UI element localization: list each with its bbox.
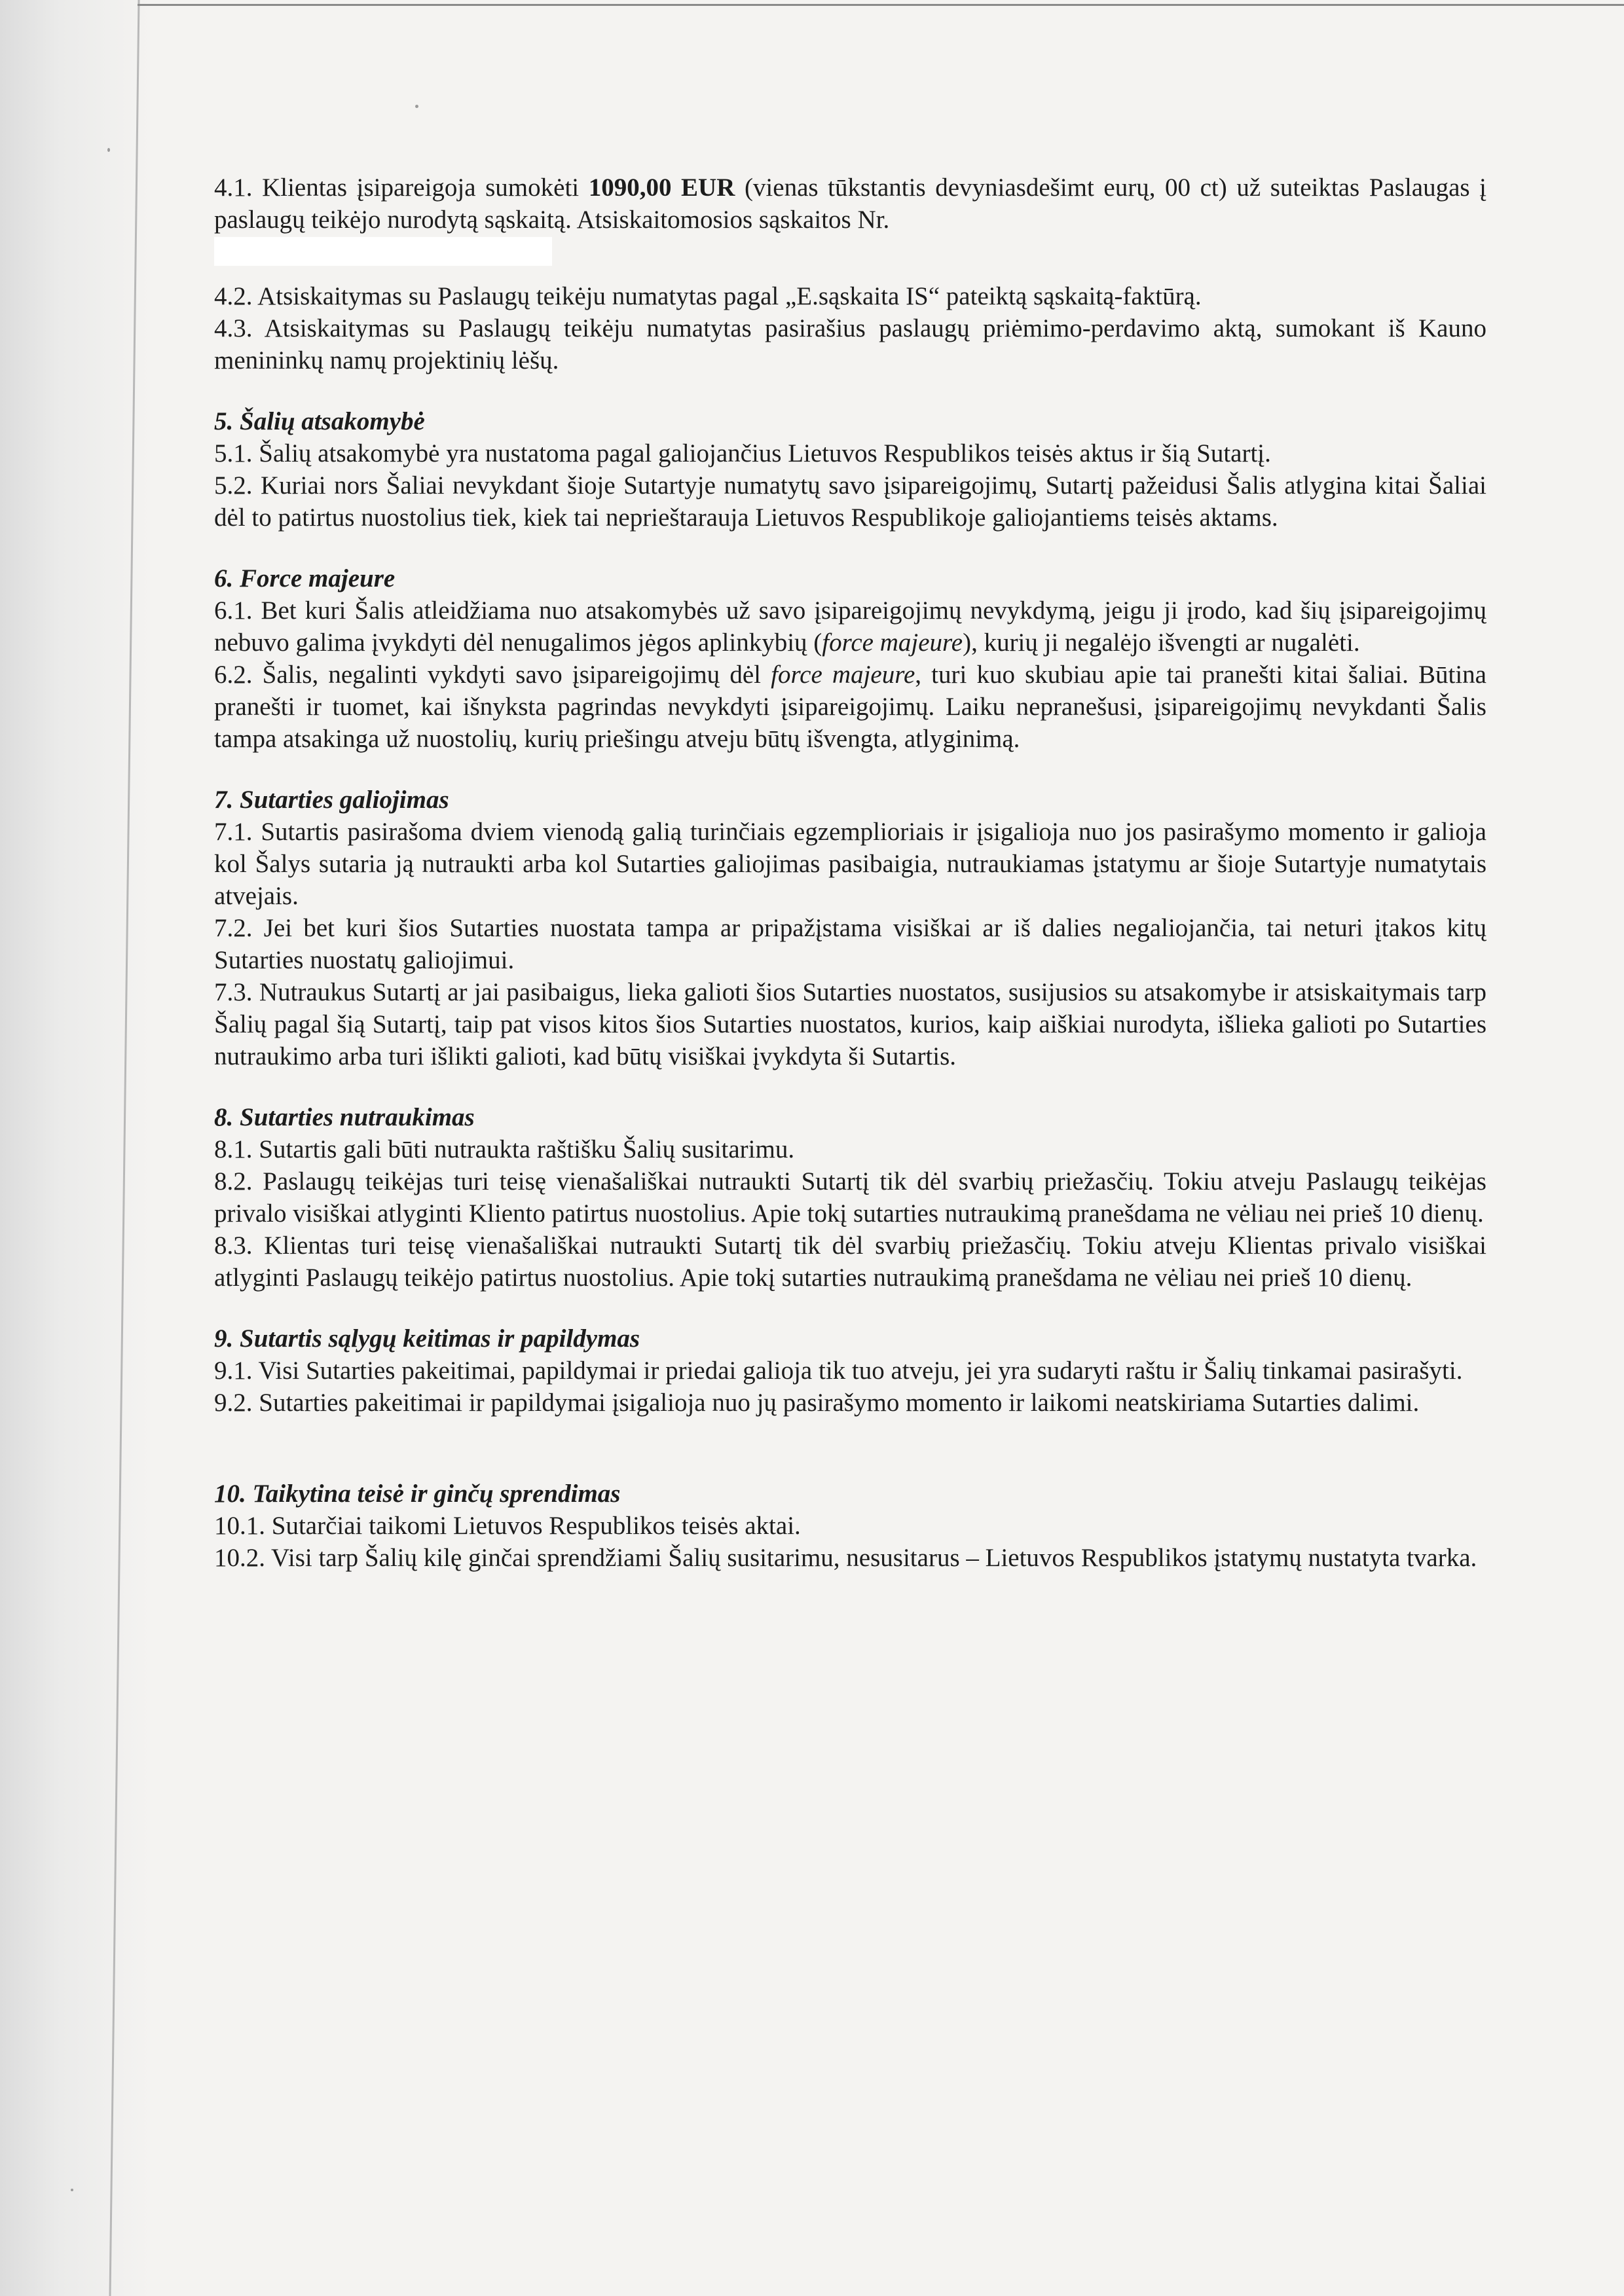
clause-8-3: 8.3. Klientas turi teisę vienašališkai nutraukti Sutartį tik dėl svarbių priežasčių. Tokiu atveju Klientas privalo visiškai atlyginti Paslaugų teikėjo patirtus nuostolius. Apie tokį sutarties nutraukimą pranešdama ne vėliau nei prieš 10 dienų. [214, 1231, 1486, 1292]
clause-8-1: 8.1. Sutartis gali būti nutraukta raštišku Šalių susitarimu. [214, 1135, 795, 1163]
clause-10-2: 10.2. Visi tarp Šalių kilę ginčai sprendžiami Šalių susitarimu, nesusitarus – Lietuvos Respublikos įstatymų nustatyta tvarka. [214, 1544, 1477, 1572]
scan-speck [71, 2189, 73, 2191]
clause-5-1: 5.1. Šalių atsakomybė yra nustatoma pagal galiojančius Lietuvos Respublikos teisės aktus ir šią Sutartį. [214, 439, 1271, 467]
clause-10-1: 10.1. Sutarčiai taikomi Lietuvos Respublikos teisės aktai. [214, 1512, 801, 1540]
section-9-title: 9. Sutartis sąlygų keitimas ir papildymas [214, 1324, 640, 1353]
section-6-title: 6. Force majeure [214, 564, 396, 592]
section-7 [214, 784, 1486, 1072]
scan-speck [415, 105, 418, 108]
section-5-title: 5. Šalių atsakomybė [214, 407, 425, 435]
contract-page [214, 172, 1486, 1574]
clause-6-1: 6.1. Bet kuri Šalis atleidžiama nuo atsakomybės už savo įsipareigojimų nevykdymą, jeigu ji įrodo, kad šių įsipareigojimų nebuvo galima įvykdyti dėl nenugalimos jėgos aplinkybių (force majeure), kurių ji negalėjo išvengti ar nugalėti. [214, 596, 1486, 657]
section-5 [214, 405, 1486, 534]
section-4 [214, 172, 1486, 376]
clause-7-2: 7.2. Jei bet kuri šios Sutarties nuostata tampa ar pripažįstama visiškai ar iš dalies negaliojančia, tai neturi įtakos kitų Sutarties nuostatų galiojimui. [214, 914, 1486, 974]
clause-5-2: 5.2. Kuriai nors Šaliai nevykdant šioje Sutartyje numatytų savo įsipareigojimų, Sutartį pažeidusi Šalis atlygina kitai Šaliai dėl to patirtus nuostolius tiek, kiek tai neprieštarauja Lietuvos Respublikoje galiojantiems teisės aktams. [214, 471, 1486, 532]
section-6 [214, 562, 1486, 755]
section-8 [214, 1101, 1486, 1294]
section-7-title: 7. Sutarties galiojimas [214, 786, 449, 814]
scan-speck [107, 148, 110, 152]
section-10 [214, 1478, 1486, 1574]
clause-9-2: 9.2. Sutarties pakeitimai ir papildymai įsigalioja nuo jų pasirašymo momento ir laikomi neatskiriama Sutarties dalimi. [214, 1389, 1420, 1417]
section-10-title: 10. Taikytina teisė ir ginčų sprendimas [214, 1480, 621, 1508]
section-8-title: 8. Sutarties nutraukimas [214, 1103, 475, 1131]
scan-page-edge [0, 0, 157, 2296]
clause-7-3: 7.3. Nutraukus Sutartį ar jai pasibaigus, lieka galioti šios Sutarties nuostatos, susijusios su atsakomybe ir atsiskaitymais tarp Šalių pagal šią Sutartį, taip pat visos kitos šios Sutarties nuostatos, kurios, kaip aiškiai nurodyta, išlieka galioti po Sutarties nutraukimo arba turi išlikti galioti, kad būtų visiškai įvykdyta ši Sutartis. [214, 978, 1486, 1070]
clause-4-2: 4.2. Atsiskaitymas su Paslaugų teikėju numatytas pagal „E.sąskaita IS“ pateiktą sąskaitą-faktūrą. [214, 282, 1202, 310]
redacted-account-number [214, 237, 552, 266]
clause-6-2: 6.2. Šalis, negalinti vykdyti savo įsipareigojimų dėl force majeure, turi kuo skubiau apie tai pranešti kitai šaliai. Būtina pranešti ir tuomet, kai išnyksta pagrindas nevykdyti įsipareigojimų. Laiku nepranešusi, įsipareigojimų nevykdanti Šalis tampa atsakinga už nuostolių, kurių priešingu atveju būtų išvengta, atlyginimą. [214, 661, 1486, 753]
clause-4-3: 4.3. Atsiskaitymas su Paslaugų teikėju numatytas pasirašius paslaugų priėmimo-perdavimo aktą, sumokant iš Kauno menininkų namų projektinių lėšų. [214, 314, 1486, 374]
clause-7-1: 7.1. Sutartis pasirašoma dviem vienodą galią turinčiais egzemplioriais ir įsigalioja nuo jos pasirašymo momento ir galioja kol Šalys sutaria ją nutraukti arba kol Sutarties galiojimas pasibaigia, nutraukiamas įstatymu ar šioje Sutartyje numatytais atvejais. [214, 818, 1486, 910]
clause-9-1: 9.1. Visi Sutarties pakeitimai, papildymai ir priedai galioja tik tuo atveju, jei yra sudaryti raštu ir Šalių tinkamai pasirašyti. [214, 1357, 1463, 1385]
section-9 [214, 1322, 1486, 1419]
clause-4-1: 4.1. Klientas įsipareigoja sumokėti 1090,00 EUR (vienas tūkstantis devyniasdešimt eurų, 00 ct) už suteiktas Paslaugas į paslaugų teikėjo nurodytą sąskaitą. Atsiskaitomosios sąskaitos Nr. [214, 173, 1486, 234]
clause-8-2: 8.2. Paslaugų teikėjas turi teisę vienašališkai nutraukti Sutartį tik dėl svarbių priežasčių. Tokiu atveju Paslaugų teikėjas privalo visiškai atlyginti Kliento patirtus nuostolius. Apie tokį sutarties nutraukimą pranešdama ne vėliau nei prieš 10 dienų. [214, 1167, 1486, 1228]
payment-amount: 1090,00 EUR [588, 173, 735, 202]
scan-top-border [138, 4, 1624, 6]
